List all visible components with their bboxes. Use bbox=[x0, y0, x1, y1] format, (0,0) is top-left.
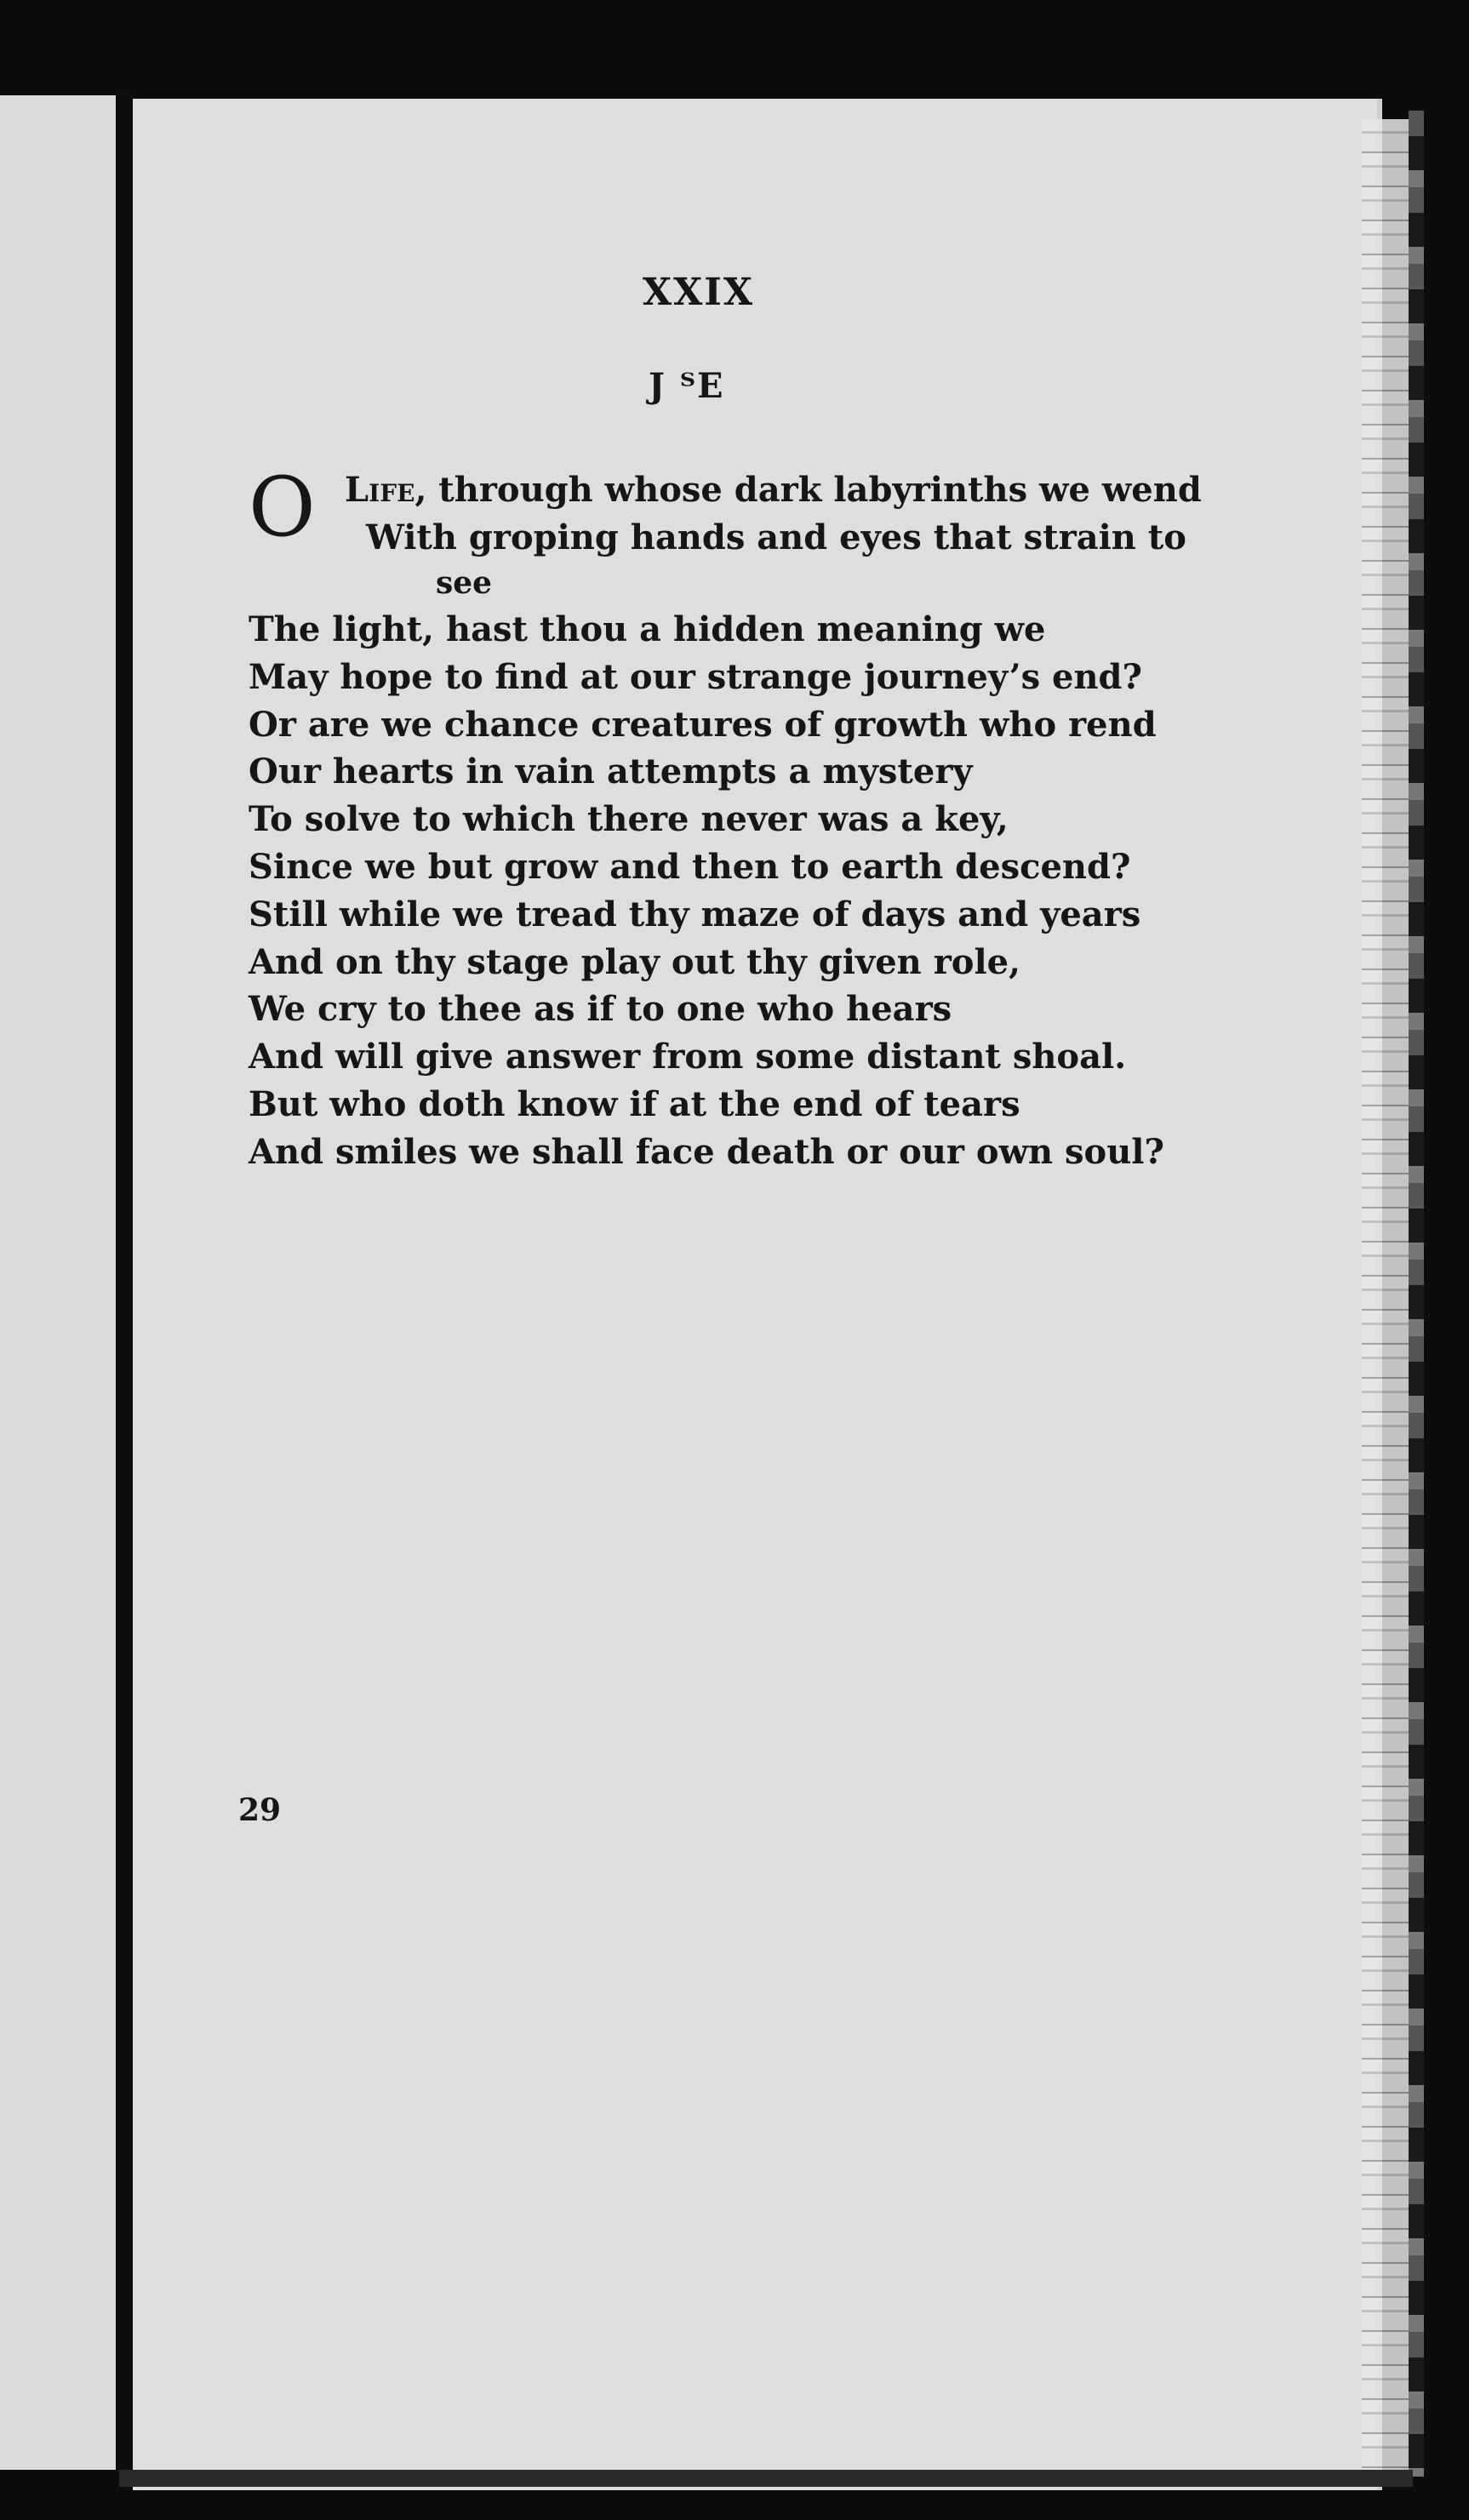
chapter-number: XXIX bbox=[643, 271, 754, 314]
poem-line: Since we but grow and then to earth descend? bbox=[249, 846, 1131, 887]
right-page bbox=[133, 99, 1382, 2490]
poem-body bbox=[249, 606, 1185, 1176]
drop-cap: O bbox=[249, 460, 316, 555]
poem-line: But who doth know if at the end of tears bbox=[249, 1083, 1020, 1124]
page-fore-edge bbox=[1362, 119, 1413, 2477]
page-number: 29 bbox=[238, 1792, 282, 1828]
poem-line: And smiles we shall face death or our own soul? bbox=[249, 1131, 1164, 1172]
chapter-title: J ᵀE bbox=[649, 366, 725, 406]
poem-line: The light, hast thou a hidden meaning we bbox=[249, 609, 1046, 649]
page-bottom-shadow bbox=[119, 2470, 1413, 2487]
poem-line: May hope to find at our strange journey’s end? bbox=[249, 656, 1142, 697]
page-fore-edge-shadow bbox=[1409, 111, 1424, 2477]
poem-line: We cry to thee as if to one who hears bbox=[249, 989, 952, 1030]
poem-line: Or are we chance creatures of growth who rend bbox=[249, 704, 1157, 745]
poem-line: And on thy stage play out thy given role, bbox=[249, 941, 1021, 982]
first-word-small-caps: Life, bbox=[345, 470, 427, 510]
poem-line: Our hearts in vain attempts a mystery bbox=[249, 751, 973, 792]
poem-line: To solve to which there never was a key, bbox=[249, 799, 1009, 840]
book-gutter bbox=[116, 94, 134, 2477]
first-line-rest: through whose dark labyrinths we wend bbox=[426, 470, 1202, 510]
poem-first-line bbox=[345, 470, 1202, 510]
poem-line: Still while we tread thy maze of days and years bbox=[249, 894, 1141, 934]
poem-line: And will give answer from some distant shoal. bbox=[249, 1037, 1127, 1077]
poem-second-line-runover: see bbox=[436, 565, 493, 601]
poem-second-line: With groping hands and eyes that strain to bbox=[366, 517, 1186, 557]
left-page-edge bbox=[0, 95, 121, 2470]
